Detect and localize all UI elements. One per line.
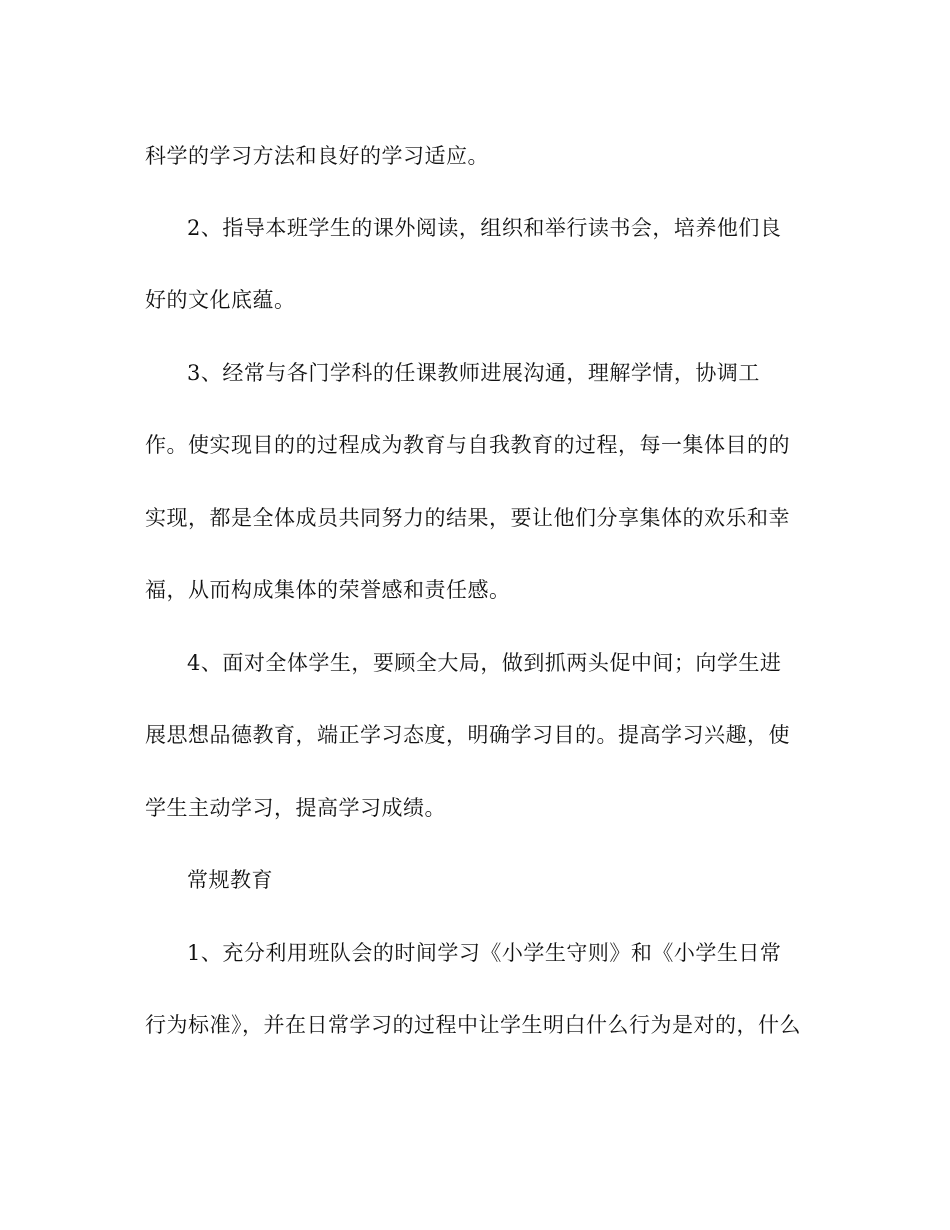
paragraph-line: 学生主动学习，提高学习成绩。 <box>145 796 446 820</box>
paragraph-line: 福，从而构成集体的荣誉感和责任感。 <box>145 578 511 602</box>
paragraph-line: 4、面对全体学生，要顾全大局，做到抓两头促中间；向学生进 <box>187 651 782 675</box>
paragraph-line: 行为标准》，并在日常学习的过程中让学生明白什么行为是对的，什么 <box>145 1013 801 1037</box>
section-heading: 常规教育 <box>187 868 273 892</box>
paragraph-line: 科学的学习方法和良好的学习适应。 <box>145 144 489 168</box>
paragraph-line: 2、指导本班学生的课外阅读，组织和举行读书会，培养他们良 <box>187 216 782 240</box>
paragraph-line: 作。使实现目的的过程成为教育与自我教育的过程，每一集体目的的 <box>145 433 790 457</box>
paragraph-line: 3、经常与各门学科的任课教师进展沟通，理解学情，协调工 <box>187 361 760 385</box>
paragraph-line: 实现，都是全体成员共同努力的结果，要让他们分享集体的欢乐和幸 <box>145 506 790 530</box>
paragraph-line: 展思想品德教育，端正学习态度，明确学习目的。提高学习兴趣，使 <box>145 723 790 747</box>
paragraph-line: 好的文化底蕴。 <box>145 288 296 312</box>
paragraph-line: 1、充分利用班队会的时间学习《小学生守则》和《小学生日常 <box>187 941 782 965</box>
